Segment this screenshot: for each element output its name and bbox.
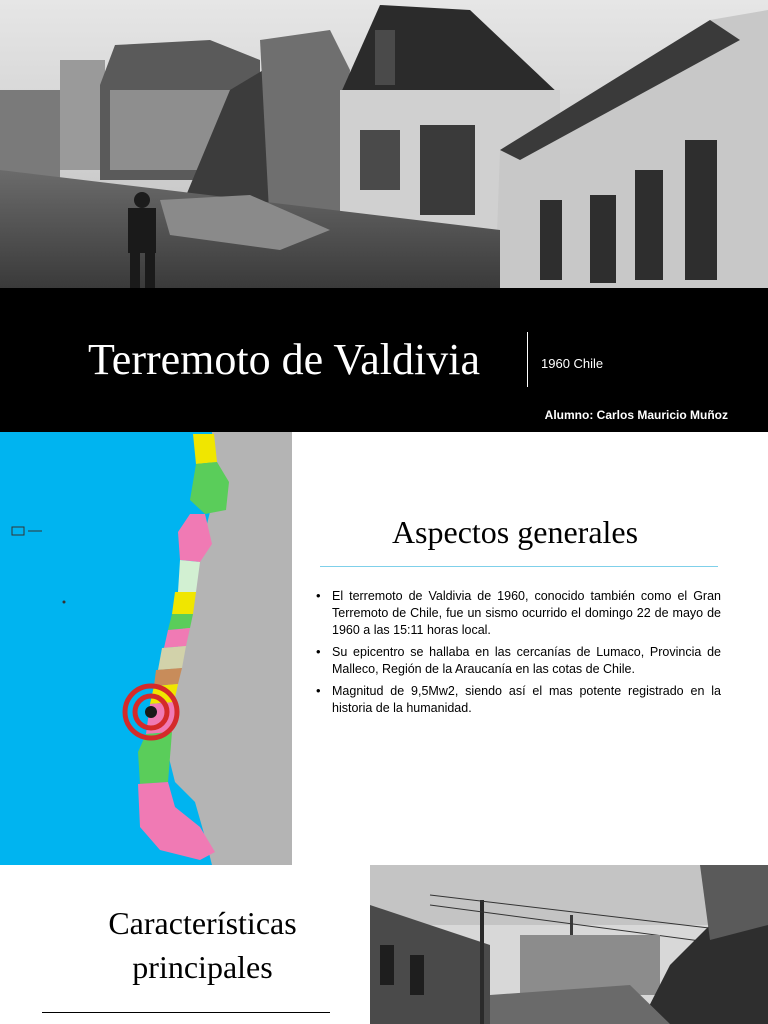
author-label: Alumno: Carlos Mauricio Muñoz [544,408,728,422]
bullet-text: Magnitud de 9,5Mw2, siendo así el mas potente registrado en la historia de la humanidad. [332,684,721,715]
list-item [316,588,721,639]
chile-map [0,432,292,865]
main-features-slide [0,865,768,1024]
heading-line: principales [132,949,273,985]
title-divider [527,332,528,387]
section-heading [60,901,345,989]
section-heading: Aspectos generales [391,514,639,550]
section-divider [42,1012,330,1013]
damaged-street-photo [370,865,768,1024]
section-divider [320,566,718,567]
title-slide [0,0,768,432]
general-aspects-slide [0,432,768,865]
region-8 [158,646,186,670]
bullet-text: Su epicentro se hallaba en las cercanías de Lumaco, Provincia de Malleco, Región de la Araucanía en las cotas de Chile. [332,645,721,676]
bullet-text: El terremoto de Valdivia de 1960, conocido también como el Gran Terremoto de Chile, fue un sismo ocurrido el domingo 22 de mayo de 1960 a las 15:11 horas local. [332,589,721,637]
region-7 [164,628,190,648]
epicenter-target-icon [125,686,177,738]
presentation-subtitle: 1960 Chile [541,356,604,371]
list-item [316,683,721,717]
earthquake-ruins-photo [0,0,768,288]
bullet-list [316,588,721,722]
heading-line: Características [108,905,297,941]
bullet-icon: • [316,683,321,698]
list-item [316,644,721,678]
region-1 [193,434,217,464]
presentation-title: Terremoto de Valdivia [88,335,480,384]
region-5 [172,592,196,614]
region-6 [168,614,193,630]
bullet-icon: • [316,588,321,603]
bullet-icon: • [316,644,321,659]
region-9 [154,668,182,686]
